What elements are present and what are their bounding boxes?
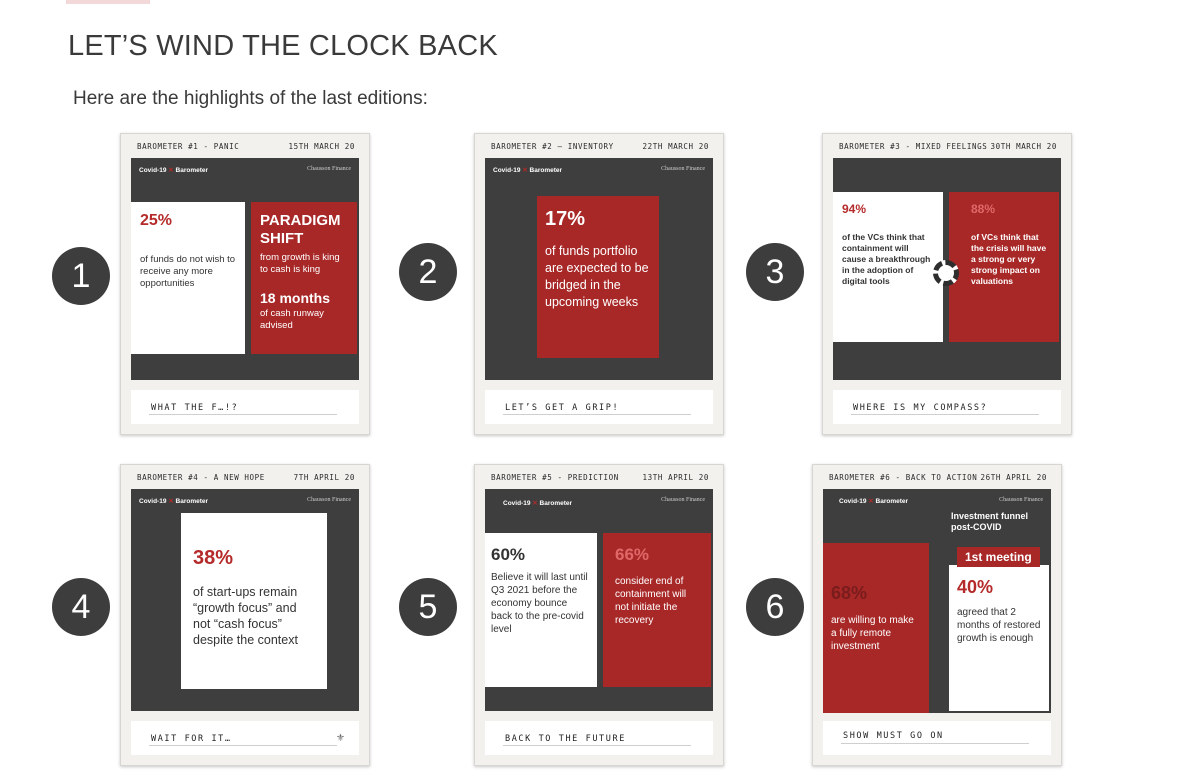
stat-subtext: from growth is king to cash is king [260,252,340,275]
card-date: 13TH APRIL 20 [642,473,709,482]
stat-value: 17% [545,208,586,230]
partner-logo: Chausson Finance [999,497,1043,503]
stat-text: Believe it will last until Q3 2021 before the economy bounce back to the pre-covid level [491,572,588,635]
stat-value: 94% [842,202,867,216]
stat-value: 40% [957,577,994,597]
card-caption: WHAT THE F…!? [151,403,239,413]
stat-value: 88% [971,202,996,216]
stat-panel-left [485,533,597,687]
number-badge-4: 4 [52,578,110,636]
card-caption: LET’S GET A GRIP! [505,403,620,413]
brand-logo: Covid-19 ✕ Barometer [139,498,209,505]
card-slide [823,489,1051,713]
card-header [485,471,713,483]
brand-logo: Covid-19 ✕ Barometer [139,167,209,174]
barometer-card-5[interactable] [474,464,724,766]
partner-logo: Chausson Finance [661,497,705,503]
stat-value: 25% [140,212,173,229]
card-date: 22TH MARCH 20 [642,142,709,151]
stat-panel-center [537,196,659,358]
stat-value: 18 months [260,290,331,306]
number-badge-3: 3 [746,243,804,301]
barometer-card-6[interactable] [812,464,1062,766]
stat-heading: PARADIGM SHIFT [260,212,341,247]
stat-text: of cash runway advised [260,308,324,331]
card-slide [485,158,713,380]
number-badge-6: 6 [746,578,804,636]
card-header [485,140,713,152]
card-header [131,471,359,483]
card-date: 15TH MARCH 20 [288,142,355,151]
barometer-card-4[interactable] [120,464,370,766]
card-caption: SHOW MUST GO ON [843,731,944,741]
card-title: BAROMETER #6 - BACK TO ACTION [829,473,978,482]
brand-logo: Covid-19 ✕ Barometer [493,167,563,174]
stat-text: consider end of containment will not initiate the recovery [615,576,687,626]
number-badge-2: 2 [399,243,457,301]
card-date: 30TH MARCH 20 [990,142,1057,151]
stat-panel-right [949,565,1049,711]
stat-panel-left [823,543,929,713]
card-slide [131,158,359,380]
caption-strip [485,390,713,424]
card-header [833,140,1061,152]
stat-text: of VCs think that the crisis will have a strong or very strong impact on valuations [971,232,1047,286]
partner-logo: Chausson Finance [307,497,351,503]
partner-logo: Chausson Finance [661,166,705,172]
stat-text: of funds portfolio are expected to be bridged in the upcoming weeks [545,244,649,309]
stat-text: of the VCs think that containment will cause a breakthrough in the adoption of digital tools [842,232,931,286]
card-header [131,140,359,152]
card-header [823,471,1051,483]
stamp-icon: ⚜ [336,733,345,744]
stat-value: 38% [193,547,234,569]
card-caption: WHERE IS MY COMPASS? [853,403,988,413]
caption-strip [485,721,713,755]
brand-logo: Covid-19 ✕ Barometer [503,500,573,507]
card-title: BAROMETER #5 - PREDICTION [491,473,619,482]
stat-value: 66% [615,545,650,564]
stat-panel-left [131,202,245,354]
number-badge-5: 5 [399,578,457,636]
card-slide [833,158,1061,380]
stat-text: of start-ups remain “growth focus” and not “cash focus” despite the context [193,585,298,647]
card-title: BAROMETER #4 - A NEW HOPE [137,473,265,482]
card-slide [485,489,713,711]
stat-text: of funds do not wish to receive any more opportunities [140,254,236,289]
barometer-card-2[interactable] [474,133,724,435]
caption-strip [833,390,1061,424]
card-title: BAROMETER #2 — INVENTORY [491,142,614,151]
card-caption: WAIT FOR IT… [151,734,232,744]
stat-panel-right [949,192,1059,342]
partner-logo: Chausson Finance [307,166,351,172]
number-badge-1: 1 [52,247,110,305]
card-title: BAROMETER #1 - PANIC [137,142,240,151]
stat-text: are willing to make a fully remote investment [831,615,914,652]
card-date: 7TH APRIL 20 [293,473,355,482]
card-caption: BACK TO THE FUTURE [505,734,626,744]
stat-panel-left [833,192,943,342]
barometer-card-3[interactable] [822,133,1072,435]
brand-logo: Covid-19 ✕ Barometer [839,498,909,505]
caption-strip [823,721,1051,755]
card-title: BAROMETER #3 - MIXED FEELINGS [839,142,988,151]
funnel-title: Investment funnel post-COVID [951,511,1029,532]
top-accent-bar [66,0,150,4]
stat-panel-center [181,513,327,689]
caption-strip [131,721,359,755]
gear-icon [933,260,959,286]
stat-panel-right [251,202,357,354]
page-subtitle: Here are the highlights of the last editions: [73,88,428,109]
barometer-card-1[interactable] [120,133,370,435]
funnel-stage-badge: 1st meeting [957,547,1040,567]
stat-value: 68% [831,583,868,603]
card-slide [131,489,359,711]
stat-text: agreed that 2 months of restored growth is enough [957,607,1041,644]
stat-panel-right [603,533,711,687]
stat-value: 60% [491,545,526,564]
card-date: 26TH APRIL 20 [980,473,1047,482]
page-title: LET’S WIND THE CLOCK BACK [68,30,498,62]
caption-strip [131,390,359,424]
